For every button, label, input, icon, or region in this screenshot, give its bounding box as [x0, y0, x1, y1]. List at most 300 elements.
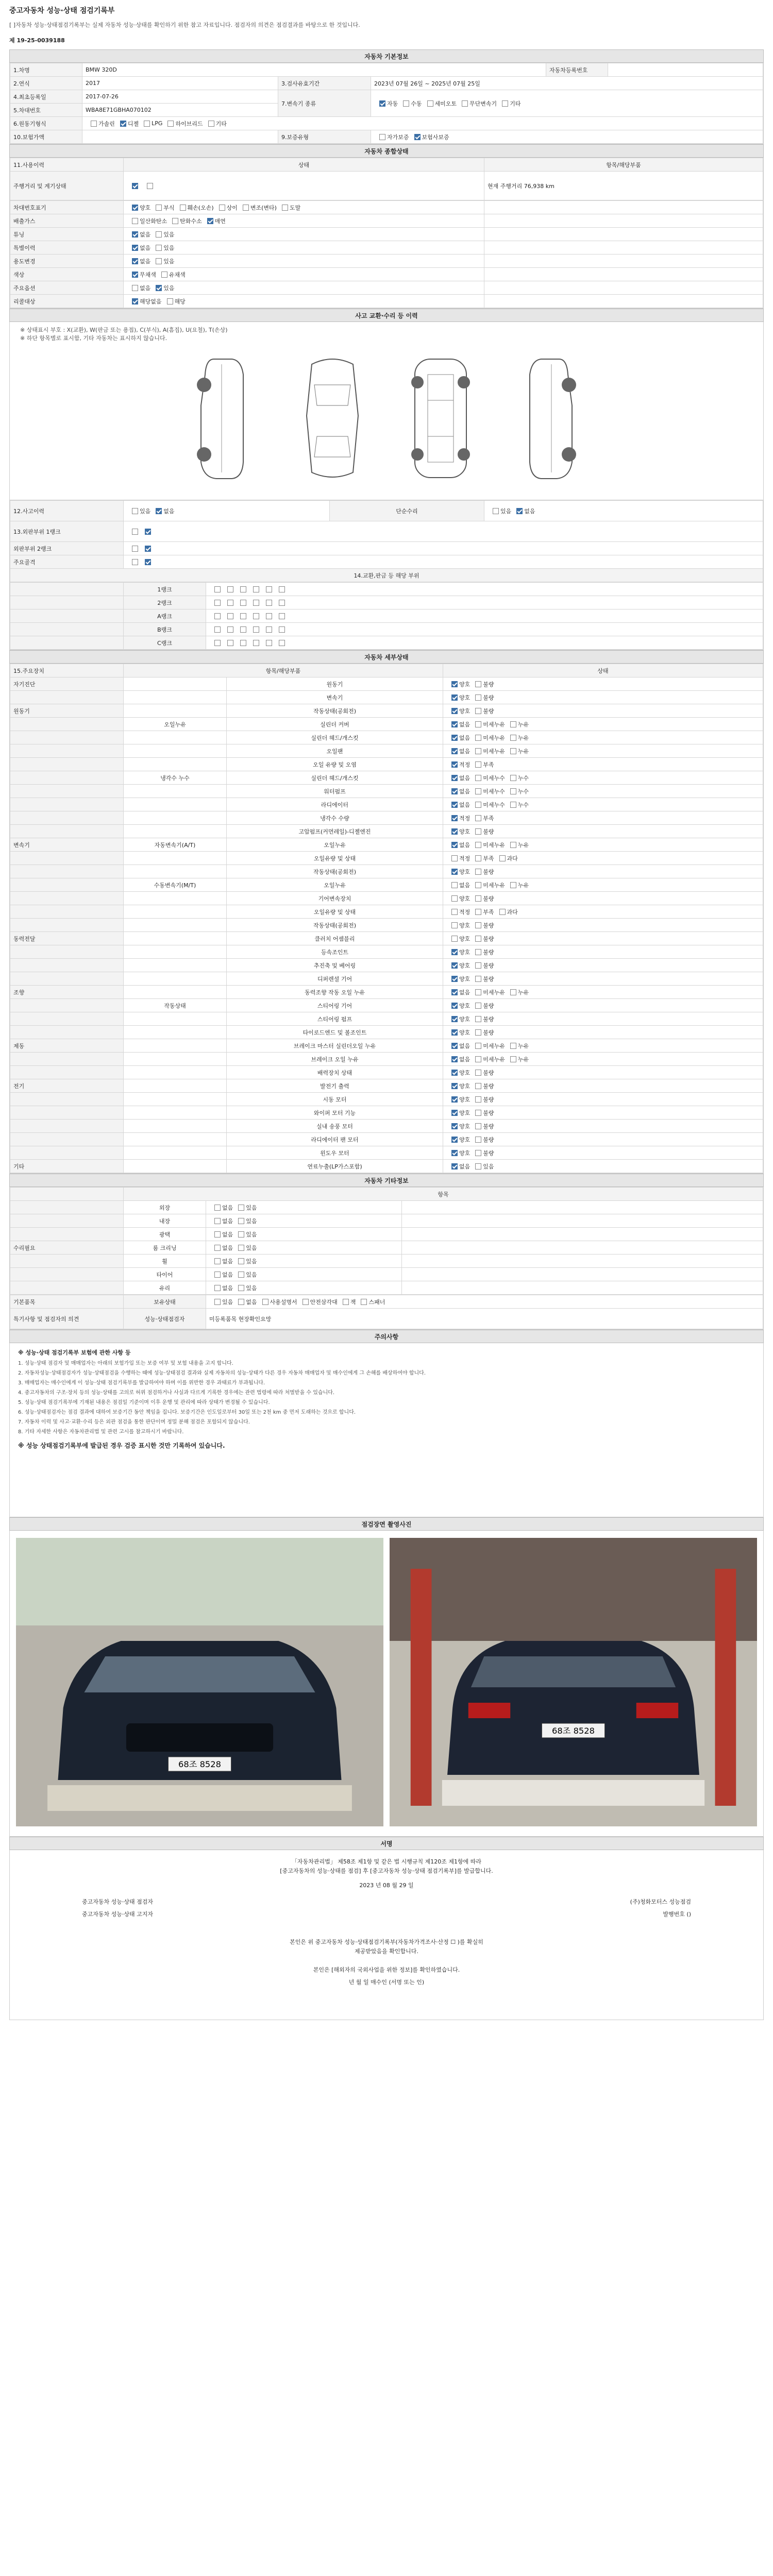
detail-item: 냉각수 수량 [227, 811, 443, 825]
detail-row [10, 932, 763, 945]
detail-options [443, 838, 763, 852]
checkbox-icon[interactable] [172, 218, 178, 224]
checkbox-icon[interactable] [144, 121, 150, 127]
option-label: 불량 [483, 868, 494, 875]
status-row-options [124, 201, 484, 214]
section-notice: 주의사항 [9, 1330, 764, 1343]
checkbox-icon[interactable] [510, 735, 516, 741]
detail-sub [124, 811, 227, 825]
checkbox-icon[interactable] [279, 600, 285, 606]
checkbox-icon[interactable] [262, 1299, 268, 1305]
checkbox-icon[interactable] [475, 1137, 481, 1143]
checkbox-icon[interactable] [227, 613, 233, 619]
option-label: 없음 [140, 258, 151, 265]
checkbox-icon[interactable] [451, 828, 458, 835]
checkbox-icon[interactable] [91, 121, 97, 127]
checkbox-icon[interactable] [462, 100, 468, 107]
checkbox-icon[interactable] [475, 1029, 481, 1036]
checkbox-icon[interactable] [240, 586, 246, 592]
section-damage-history: 사고 교환·수리 등 이력 [9, 309, 764, 322]
checkbox-icon[interactable] [214, 600, 221, 606]
car-left-side-icon [186, 354, 263, 483]
checkbox-icon[interactable] [214, 626, 221, 633]
checkbox-icon[interactable] [451, 1070, 458, 1076]
checkbox-icon[interactable] [475, 708, 481, 714]
checkbox-icon[interactable] [451, 976, 458, 982]
detail-sub [124, 1133, 227, 1146]
checkbox-icon[interactable] [219, 205, 225, 211]
checkbox-icon[interactable] [475, 1123, 481, 1129]
checkbox-icon[interactable] [475, 721, 481, 727]
option-label: 불량 [483, 828, 494, 835]
checkbox-icon[interactable] [132, 508, 138, 514]
checkbox-icon[interactable] [132, 258, 138, 264]
checkbox-icon[interactable] [475, 1070, 481, 1076]
checkbox-icon[interactable] [475, 788, 481, 794]
checkbox-icon[interactable] [132, 546, 138, 552]
option-label: 양호 [459, 1029, 470, 1036]
checkbox-icon[interactable] [451, 909, 458, 915]
checkbox-icon[interactable] [253, 613, 259, 619]
checkbox-icon[interactable] [180, 205, 186, 211]
rear-plate-text: 68조 8528 [551, 1726, 595, 1736]
detail-group: 조향 [10, 986, 124, 999]
notice-line: 8. 기타 자세한 사항은 자동차관리법 및 관련 고시를 참고하시기 바랍니다. [18, 1429, 184, 1435]
detail-sub [124, 744, 227, 758]
checkbox-icon[interactable] [266, 640, 272, 646]
checkbox-icon[interactable] [132, 218, 138, 224]
agree-line: 본인은 [해외자의 국외사업을 위한 정보]를 확인하였습니다. [313, 1967, 460, 1973]
checkbox-icon[interactable] [510, 882, 516, 888]
checkbox-icon[interactable] [145, 559, 151, 565]
accident-options [124, 501, 330, 521]
checkbox-icon[interactable] [451, 895, 458, 902]
checkbox-icon[interactable] [253, 600, 259, 606]
checkbox-icon[interactable] [227, 640, 233, 646]
checkbox-icon[interactable] [240, 626, 246, 633]
option-label: 있음 [246, 1271, 257, 1278]
option-label: 없음 [459, 1163, 470, 1170]
detail-sub [124, 905, 227, 919]
checkbox-icon[interactable] [475, 1110, 481, 1116]
option-label: 없음 [246, 1298, 257, 1306]
detail-options [443, 945, 763, 959]
checkbox-icon[interactable] [238, 1231, 244, 1238]
checkbox-icon[interactable] [451, 949, 458, 955]
option-label: 하이브리드 [175, 120, 203, 127]
checkbox-icon[interactable] [451, 802, 458, 808]
detail-sub [124, 1039, 227, 1053]
checkbox-icon[interactable] [238, 1299, 244, 1305]
etc-item: 내장 [124, 1214, 206, 1228]
rank-row [10, 623, 763, 636]
rank-label: C랭크 [124, 636, 206, 650]
etc-group [10, 1201, 124, 1214]
checkbox-icon[interactable] [510, 989, 516, 995]
checkbox-icon[interactable] [238, 1245, 244, 1251]
checkbox-icon[interactable] [510, 842, 516, 848]
checkbox-icon[interactable] [238, 1258, 244, 1264]
checkbox-icon[interactable] [266, 626, 272, 633]
checkbox-icon[interactable] [451, 1110, 458, 1116]
checkbox-icon[interactable] [132, 183, 138, 189]
checkbox-icon[interactable] [451, 989, 458, 995]
detail-row [10, 892, 763, 905]
front-plate-text: 68조 8528 [178, 1759, 222, 1769]
checkbox-icon[interactable] [156, 258, 162, 264]
option-label: 적정 [459, 815, 470, 822]
detail-item: 디퍼렌셜 기어 [227, 972, 443, 986]
detail-header-state: 상태 [443, 664, 763, 677]
checkbox-icon[interactable] [499, 909, 506, 915]
etc-group: 수리필요 [10, 1241, 124, 1255]
checkbox-icon[interactable] [132, 298, 138, 304]
checkbox-icon[interactable] [240, 600, 246, 606]
checkbox-icon[interactable] [282, 205, 288, 211]
checkbox-icon[interactable] [451, 842, 458, 848]
checkbox-icon[interactable] [475, 681, 481, 687]
checkbox-icon[interactable] [451, 1150, 458, 1156]
checkbox-icon[interactable] [475, 735, 481, 741]
basic-info-table [10, 63, 763, 144]
detail-options [443, 865, 763, 878]
status-row-options [124, 281, 484, 295]
status-row-parts [484, 295, 763, 308]
checkbox-icon[interactable] [132, 272, 138, 278]
checkbox-icon[interactable] [238, 1272, 244, 1278]
detail-options [443, 919, 763, 932]
option-label: 누유 [517, 882, 529, 889]
option-label: 없음 [140, 231, 151, 238]
checkbox-icon[interactable] [510, 748, 516, 754]
detail-row [10, 852, 763, 865]
checkbox-icon[interactable] [475, 1003, 481, 1009]
checkbox-icon[interactable] [156, 245, 162, 251]
checkbox-icon[interactable] [502, 100, 508, 107]
notice-line: 4. 중고자동차의 구조·장치 등의 성능·상태를 고의로 허위 점검하거나 사실과 다르게 기록한 경우에는 관련 법령에 따라 처벌받을 수 있습니다. [18, 1390, 335, 1396]
checkbox-icon[interactable] [120, 121, 126, 127]
status-row-label: 리콜대상 [10, 295, 124, 308]
detail-options [443, 677, 763, 691]
etc-item: 타이어 [124, 1268, 206, 1281]
checkbox-icon[interactable] [266, 613, 272, 619]
etc-group [10, 1228, 124, 1241]
checkbox-icon[interactable] [475, 895, 481, 902]
detail-sub [124, 691, 227, 704]
detail-options [443, 704, 763, 718]
status-row-label: 용도변경 [10, 255, 124, 268]
checkbox-icon[interactable] [475, 936, 481, 942]
checkbox-icon[interactable] [145, 529, 151, 535]
checkbox-icon[interactable] [451, 1016, 458, 1022]
option-label: 양호 [459, 1082, 470, 1090]
checkbox-icon[interactable] [451, 775, 458, 781]
checkbox-icon[interactable] [403, 100, 409, 107]
checkbox-icon[interactable] [451, 1003, 458, 1009]
rank-row [10, 583, 763, 596]
checkbox-icon[interactable] [266, 600, 272, 606]
checkbox-icon[interactable] [475, 815, 481, 821]
checkbox-icon[interactable] [343, 1299, 349, 1305]
detail-options [443, 1106, 763, 1120]
checkbox-icon[interactable] [451, 855, 458, 861]
checkbox-icon[interactable] [451, 1043, 458, 1049]
checkbox-icon[interactable] [279, 640, 285, 646]
checkbox-icon[interactable] [147, 183, 153, 189]
checkbox-icon[interactable] [227, 586, 233, 592]
damage-diagram-box [9, 322, 764, 500]
option-label: 일산화탄소 [140, 217, 167, 225]
checkbox-icon[interactable] [214, 1272, 221, 1278]
detail-item: 스티어링 기어 [227, 999, 443, 1012]
checkbox-icon[interactable] [475, 1083, 481, 1089]
notice-line: 1. 성능·상태 점검자 및 매매업자는 아래의 보험가입 또는 보증 여부 및 보험 내용을 고지 합니다. [18, 1361, 233, 1366]
checkbox-icon[interactable] [451, 788, 458, 794]
checkbox-icon[interactable] [475, 1043, 481, 1049]
option-label: 잭 [350, 1298, 356, 1306]
checkbox-icon[interactable] [475, 828, 481, 835]
checkbox-icon[interactable] [451, 694, 458, 701]
checkbox-icon[interactable] [451, 882, 458, 888]
checkbox-icon[interactable] [156, 231, 162, 238]
checkbox-icon[interactable] [510, 721, 516, 727]
option-label: 자동 [387, 100, 398, 107]
checkbox-icon[interactable] [238, 1218, 244, 1224]
detail-row [10, 1146, 763, 1160]
checkbox-icon[interactable] [214, 1218, 221, 1224]
checkbox-icon[interactable] [240, 613, 246, 619]
detail-sub [124, 1160, 227, 1173]
checkbox-icon[interactable] [238, 1285, 244, 1291]
checkbox-icon[interactable] [475, 842, 481, 848]
etc-options [206, 1255, 402, 1268]
detail-options [443, 811, 763, 825]
checkbox-icon[interactable] [279, 586, 285, 592]
checkbox-icon[interactable] [451, 1083, 458, 1089]
checkbox-icon[interactable] [132, 245, 138, 251]
option-label: 없음 [222, 1244, 233, 1251]
checkbox-icon[interactable] [475, 989, 481, 995]
checkbox-icon[interactable] [303, 1299, 309, 1305]
option-label: 양호 [459, 868, 470, 875]
checkbox-icon[interactable] [475, 1163, 481, 1170]
checkbox-icon[interactable] [243, 205, 249, 211]
checkbox-icon[interactable] [214, 586, 221, 592]
checkbox-icon[interactable] [475, 775, 481, 781]
detail-sub [124, 945, 227, 959]
option-label: 불량 [483, 1123, 494, 1130]
checkbox-icon[interactable] [451, 815, 458, 821]
checkbox-icon[interactable] [475, 855, 481, 861]
checkbox-icon[interactable] [451, 748, 458, 754]
option-label: 불량 [483, 1096, 494, 1103]
detail-group [10, 1012, 124, 1026]
etc-item: 룸 크리닝 [124, 1241, 206, 1255]
detail-group: 제동 [10, 1039, 124, 1053]
checkbox-icon[interactable] [451, 1123, 458, 1129]
checkbox-icon[interactable] [451, 1056, 458, 1062]
checkbox-icon[interactable] [475, 1096, 481, 1103]
car-frame-icon [402, 354, 479, 483]
checkbox-icon[interactable] [207, 218, 213, 224]
checkbox-icon[interactable] [253, 586, 259, 592]
detail-group [10, 825, 124, 838]
detail-options [443, 852, 763, 865]
status-row-parts [484, 228, 763, 241]
checkbox-icon[interactable] [253, 626, 259, 633]
checkbox-icon[interactable] [451, 721, 458, 727]
checkbox-icon[interactable] [156, 285, 162, 291]
checkbox-icon[interactable] [161, 272, 167, 278]
checkbox-icon[interactable] [451, 1096, 458, 1103]
checkbox-icon[interactable] [451, 1163, 458, 1170]
detail-group [10, 878, 124, 892]
checkbox-icon[interactable] [493, 508, 499, 514]
checkbox-icon[interactable] [214, 1231, 221, 1238]
checkbox-icon[interactable] [227, 626, 233, 633]
checkbox-icon[interactable] [132, 205, 138, 211]
detail-sub [124, 986, 227, 999]
checkbox-icon[interactable] [451, 1029, 458, 1036]
receive-line-1: 본인은 위 중고자동차 성능·상태점검기록부(자동차가격조사·산정 ☐ )를 확실히 [290, 1939, 483, 1945]
checkbox-icon[interactable] [214, 1245, 221, 1251]
checkbox-icon[interactable] [238, 1205, 244, 1211]
checkbox-icon[interactable] [475, 694, 481, 701]
option-label: 양호 [459, 948, 470, 956]
checkbox-icon[interactable] [451, 761, 458, 768]
checkbox-icon[interactable] [475, 909, 481, 915]
detail-sub [124, 677, 227, 691]
checkbox-icon[interactable] [475, 748, 481, 754]
option-label: 양호 [459, 935, 470, 942]
checkbox-icon[interactable] [240, 640, 246, 646]
checkbox-icon[interactable] [510, 1043, 516, 1049]
option-label: 없음 [459, 774, 470, 782]
checkbox-icon[interactable] [510, 788, 516, 794]
status-row [10, 268, 763, 281]
option-label: 있음 [246, 1284, 257, 1292]
checkbox-icon[interactable] [132, 559, 138, 565]
detail-options [443, 718, 763, 731]
checkbox-icon[interactable] [475, 761, 481, 768]
checkbox-icon[interactable] [475, 1056, 481, 1062]
detail-group [10, 1106, 124, 1120]
checkbox-icon[interactable] [451, 869, 458, 875]
checkbox-icon[interactable] [475, 922, 481, 928]
option-label: 누유 [517, 989, 529, 996]
checkbox-icon[interactable] [510, 775, 516, 781]
checkbox-icon[interactable] [279, 626, 285, 633]
checkbox-icon[interactable] [451, 936, 458, 942]
detail-sub [124, 785, 227, 798]
checkbox-icon[interactable] [510, 1056, 516, 1062]
detail-row [10, 731, 763, 744]
detail-item: 오일누유 [227, 878, 443, 892]
checkbox-icon[interactable] [214, 640, 221, 646]
checkbox-icon[interactable] [475, 882, 481, 888]
detail-item: 고압펌프(커먼레일)-디젤엔진 [227, 825, 443, 838]
detail-group [10, 1026, 124, 1039]
checkbox-icon[interactable] [132, 285, 138, 291]
checkbox-icon[interactable] [451, 708, 458, 714]
checkbox-icon[interactable] [451, 922, 458, 928]
label-insurance-price: 10.보험가액 [10, 130, 82, 144]
checkbox-icon[interactable] [516, 508, 523, 514]
option-label: 양호 [459, 922, 470, 929]
checkbox-icon[interactable] [475, 869, 481, 875]
option-label: 없음 [459, 1056, 470, 1063]
checkbox-icon[interactable] [451, 681, 458, 687]
rank-label: 1랭크 [124, 583, 206, 596]
option-label: 적정 [459, 855, 470, 862]
checkbox-icon[interactable] [379, 134, 385, 140]
detail-row [10, 744, 763, 758]
checkbox-icon[interactable] [214, 1258, 221, 1264]
checkbox-icon[interactable] [214, 1299, 221, 1305]
checkbox-icon[interactable] [253, 640, 259, 646]
checkbox-icon[interactable] [132, 231, 138, 238]
checkbox-icon[interactable] [167, 298, 173, 304]
option-label: 없음 [222, 1271, 233, 1278]
checkbox-icon[interactable] [132, 529, 138, 535]
checkbox-icon[interactable] [451, 1137, 458, 1143]
option-label: 과다 [507, 908, 518, 916]
rank-parts [206, 596, 763, 609]
mileage-options [124, 172, 484, 200]
checkbox-icon[interactable] [451, 962, 458, 969]
checkbox-icon[interactable] [475, 949, 481, 955]
label-opinion: 특기사항 및 점검자의 의견 [10, 1309, 124, 1329]
etc-info-box [9, 1187, 764, 1330]
checkbox-icon[interactable] [214, 1205, 221, 1211]
option-label: 수동 [411, 100, 422, 107]
detail-sub [124, 972, 227, 986]
option-label: 없음 [222, 1217, 233, 1225]
checkbox-icon[interactable] [361, 1299, 367, 1305]
checkbox-icon[interactable] [279, 613, 285, 619]
checkbox-icon[interactable] [414, 134, 421, 140]
checkbox-icon[interactable] [451, 735, 458, 741]
checkbox-icon[interactable] [475, 1150, 481, 1156]
detail-group: 전기 [10, 1079, 124, 1093]
checkbox-icon[interactable] [214, 613, 221, 619]
checkbox-icon[interactable] [208, 121, 214, 127]
detail-row [10, 825, 763, 838]
checkbox-icon[interactable] [214, 1285, 221, 1291]
checkbox-icon[interactable] [156, 508, 162, 514]
damage-table-box [9, 500, 764, 650]
option-label: LPG [152, 120, 163, 127]
checkbox-icon[interactable] [427, 100, 433, 107]
checkbox-icon[interactable] [156, 205, 162, 211]
checkbox-icon[interactable] [266, 586, 272, 592]
option-label: 탄화수소 [180, 217, 202, 225]
option-label: 불량 [483, 1082, 494, 1090]
label-basic-items: 기본품목 [10, 1295, 124, 1309]
checkbox-icon[interactable] [475, 976, 481, 982]
detail-row [10, 1053, 763, 1066]
checkbox-icon[interactable] [145, 546, 151, 552]
car-rear-photo [390, 1538, 757, 1826]
checkbox-icon[interactable] [227, 600, 233, 606]
checkbox-icon[interactable] [379, 100, 385, 107]
checkbox-icon[interactable] [475, 962, 481, 969]
checkbox-icon[interactable] [167, 121, 174, 127]
checkbox-icon[interactable] [510, 802, 516, 808]
checkbox-icon[interactable] [475, 802, 481, 808]
checkbox-icon[interactable] [499, 855, 506, 861]
checkbox-icon[interactable] [475, 1016, 481, 1022]
